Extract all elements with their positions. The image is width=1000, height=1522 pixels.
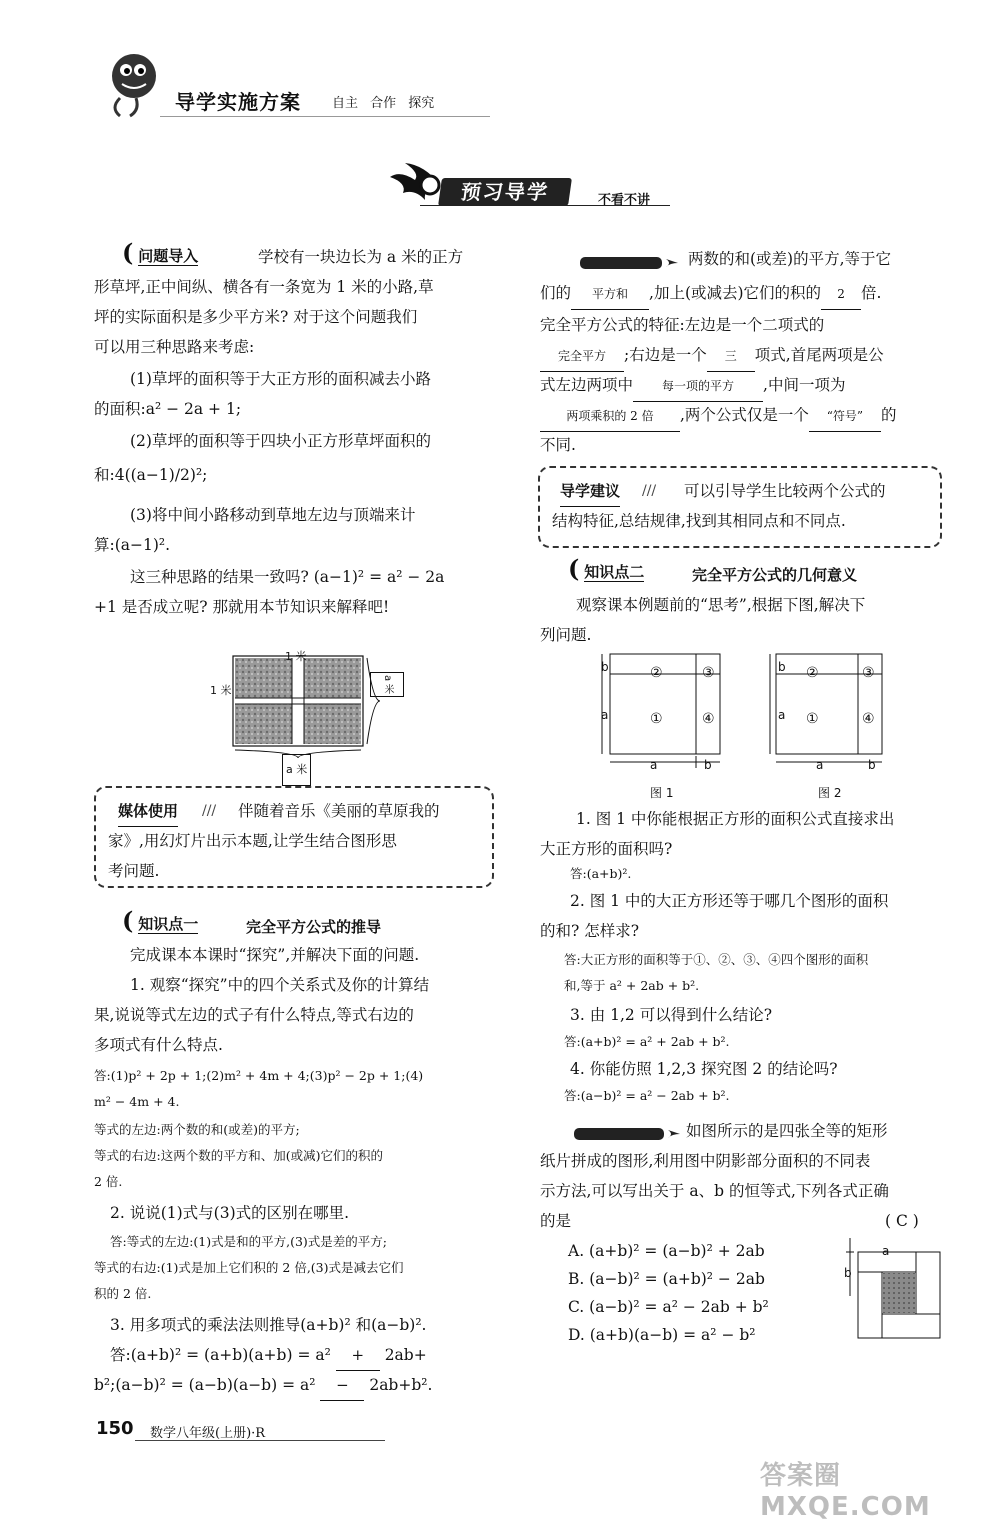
intro-text: 坪的实际面积是多少平方米? 对于这个问题我们 — [94, 308, 418, 326]
fig2-region-2: ② — [806, 665, 819, 681]
fig1-label-a-bottom: a — [650, 758, 658, 772]
media-label: 媒体使用 — [118, 796, 178, 827]
kp2-question: 2. 图 1 中的大正方形还等于哪几个图形的面积 — [570, 892, 889, 910]
kp2-intro: 观察课本例题前的“思考”,根据下图,解决下 — [576, 596, 866, 614]
kp1-title: 完全平方公式的推导 — [246, 918, 382, 936]
fig1-label-b: b — [601, 660, 609, 674]
kp1-question: 多项式有什么特点. — [94, 1036, 223, 1054]
kp2-answer: 答:(a−b)² = a² − 2ab + b². — [564, 1088, 730, 1103]
header-subtitle: 自主 合作 探究 — [332, 96, 435, 111]
kp1-answer: 2 倍. — [94, 1174, 123, 1189]
kp2-title: 完全平方公式的几何意义 — [692, 566, 858, 584]
fig2-caption: 图 2 — [818, 786, 842, 800]
selftest-text: 的是 — [540, 1212, 572, 1230]
selftest-text: 示方法,可以写出关于 a、b 的恒等式,下列各式正确 — [540, 1182, 889, 1200]
method-2: (2)草坪的面积等于四块小正方形草坪面积的 — [130, 432, 431, 450]
kp2-label: ( 知识点二 — [568, 554, 645, 583]
kp1-intro: 完成课本本课时“探究”,并解决下面的问题. — [130, 946, 420, 964]
kp2-answer: 答:(a+b)². — [570, 866, 632, 881]
kp1-derivation: b²;(a−b)² = (a−b)(a−b) = a² − 2ab+b². — [94, 1370, 432, 1401]
header-divider — [160, 116, 490, 117]
kp1-derivation: 答:(a+b)² = (a+b)(a+b) = a² + 2ab+ — [110, 1340, 427, 1371]
section-banner-sub: 不看不讲 — [598, 193, 651, 208]
kp2-answer: 答:(a+b)² = a² + 2ab + b². — [564, 1034, 730, 1049]
fig1-region-3: ③ — [702, 665, 715, 681]
kp2-answer: 和,等于 a² + 2ab + b². — [564, 978, 700, 993]
fig1-region-1: ① — [650, 711, 663, 727]
method-1: (1)草坪的面积等于大正方形的面积减去小路 — [130, 370, 431, 388]
kp2-question: 的和? 怎样求? — [540, 922, 640, 940]
summary-tag-icon — [580, 251, 680, 267]
question-text: 这三种思路的结果一致吗? (a−1)² = a² − 2a — [130, 568, 445, 586]
summary-text: 不同. — [540, 436, 576, 454]
fig1-region-2: ② — [650, 665, 663, 681]
figure-label-right: a 米 — [370, 672, 404, 697]
guide-label: 导学建议 — [560, 476, 620, 507]
kp1-answer: 等式的右边:(1)式是加上它们积的 2 倍,(3)式是减去它们 — [94, 1260, 404, 1275]
kp1-answer: 答:(1)p² + 2p + 1;(2)m² + 4m + 4;(3)p² − 2p + 1;(4) — [94, 1068, 424, 1083]
summary-text: 完全平方公式的特征:左边是一个二项式的 — [540, 316, 825, 334]
slash-icon: /// — [202, 803, 217, 819]
kp2-answer: 答:大正方形的面积等于①、②、③、④四个图形的面积 — [564, 952, 869, 967]
kp1-question: 3. 用多项式的乘法法则推导(a+b)² 和(a−b)². — [110, 1316, 427, 1334]
figure-label-bottom: a 米 — [282, 754, 311, 786]
selftest-text: 纸片拼成的图形,利用图中阴影部分面积的不同表 — [540, 1152, 871, 1170]
fig1-region-4: ④ — [702, 711, 715, 727]
kp1-answer: 积的 2 倍. — [94, 1286, 152, 1301]
media-text: 考问题. — [108, 862, 160, 880]
slash-icon: /// — [642, 483, 657, 499]
fig2-label-b: b — [778, 660, 786, 674]
question-text: +1 是否成立呢? 那就用本节知识来解释吧! — [94, 598, 390, 616]
page-number: 150 — [96, 1418, 134, 1439]
banner-divider — [420, 205, 670, 206]
fig2-label-a-bottom: a — [816, 758, 824, 772]
watermark: 答案圈 MXQE.COM — [760, 1461, 931, 1522]
fig2-region-1: ① — [806, 711, 819, 727]
kp2-question: 4. 你能仿照 1,2,3 探究图 2 的结论吗? — [570, 1060, 838, 1078]
media-text: 伴随着音乐《美丽的草原我的 — [238, 802, 440, 820]
fig2-region-4: ④ — [862, 711, 875, 727]
selftest-label-a: a — [882, 1244, 890, 1258]
summary-text: 两数的和(或差)的平方,等于它 — [688, 250, 892, 268]
figure-label-top: 1 米 — [285, 650, 307, 663]
section-banner: 预习导学 — [438, 178, 572, 206]
guide-text: 结构特征,总结规律,找到其相同点和不同点. — [552, 512, 846, 530]
header-title: 导学实施方案 — [175, 90, 301, 114]
kp2-intro: 列问题. — [540, 626, 592, 644]
option-c: C. (a−b)² = a² − 2ab + b² — [568, 1298, 769, 1316]
kp1-answer: 等式的左边:两个数的和(或差)的平方; — [94, 1122, 300, 1137]
method-3: (3)将中间小路移动到草地左边与顶端来计 — [130, 506, 416, 524]
option-a: A. (a+b)² = (a−b)² + 2ab — [568, 1242, 765, 1260]
summary-text: 们的 平方和 ,加上(或减去)它们的积的 2 倍. — [540, 278, 881, 310]
option-d: D. (a+b)(a−b) = a² − b² — [568, 1326, 756, 1344]
summary-text: 两项乘积的 2 倍 ,两个公式仅是一个 “符号” 的 — [540, 400, 896, 432]
fig2-label-b-bottom: b — [868, 758, 876, 772]
footer-book: 数学八年级(上册)·R — [150, 1426, 266, 1441]
summary-text: 完全平方 ;右边是一个 三 项式,首尾两项是公 — [540, 340, 884, 372]
method-1: 的面积:a² − 2a + 1; — [94, 400, 242, 418]
intro-text: 形草坪,正中间纵、横各有一条宽为 1 米的小路,草 — [94, 278, 434, 296]
guide-text: 可以引导学生比较两个公式的 — [684, 482, 886, 500]
summary-text: 式左边两项中 每一项的平方 ,中间一项为 — [540, 370, 845, 402]
kp1-question: 1. 观察“探究”中的四个关系式及你的计算结 — [130, 976, 430, 994]
selftest-label-b: b — [844, 1266, 852, 1280]
fig1-label-a: a — [601, 708, 609, 722]
kp1-answer: 答:等式的左边:(1)式是和的平方,(3)式是差的平方; — [110, 1234, 388, 1249]
fig2-label-a: a — [778, 708, 786, 722]
intro-text: 学校有一块边长为 a 米的正方 — [258, 248, 464, 266]
fig2-region-3: ③ — [862, 665, 875, 681]
mascot-icon — [100, 50, 162, 120]
media-text: 家》,用幻灯片出示本题,让学生结合图形思 — [108, 832, 397, 850]
option-b: B. (a−b)² = (a+b)² − 2ab — [568, 1270, 765, 1288]
selftest-tag-icon — [574, 1122, 682, 1138]
kp2-question: 3. 由 1,2 可以得到什么结论? — [570, 1006, 773, 1024]
fig1-caption: 图 1 — [650, 786, 674, 800]
method-2: 和:4((a−1)/2)²; — [94, 466, 208, 484]
figure-label-left: 1 米 — [210, 684, 232, 697]
intro-text: 可以用三种思路来考虑: — [94, 338, 255, 356]
kp2-question: 1. 图 1 中你能根据正方形的面积公式直接求出 — [576, 810, 895, 828]
kp1-question: 果,说说等式左边的式子有什么特点,等式右边的 — [94, 1006, 414, 1024]
kp1-answer: m² − 4m + 4. — [94, 1094, 180, 1109]
kp1-label: ( 知识点一 — [122, 906, 199, 935]
intro-label: ( 问题导入 — [122, 238, 199, 267]
footer-divider — [135, 1440, 385, 1441]
kp1-question: 2. 说说(1)式与(3)式的区别在哪里. — [110, 1204, 350, 1222]
selftest-answer: ( C ) — [885, 1212, 919, 1230]
kp2-question: 大正方形的面积吗? — [540, 840, 673, 858]
method-3: 算:(a−1)². — [94, 536, 171, 554]
flame-icon — [385, 155, 445, 210]
selftest-figure — [842, 1236, 944, 1340]
fig1-label-b-bottom: b — [704, 758, 712, 772]
selftest-text: 如图所示的是四张全等的矩形 — [686, 1122, 888, 1140]
kp1-answer: 等式的右边:这两个数的平方和、加(或减)它们的积的 — [94, 1148, 383, 1163]
